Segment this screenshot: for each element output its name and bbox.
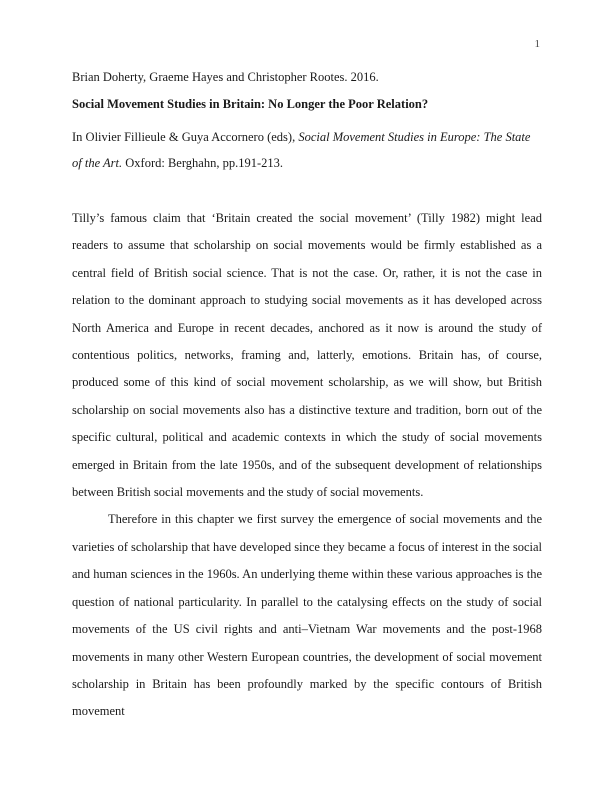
citation-line: Brian Doherty, Graeme Hayes and Christopher Rootes. 2016. bbox=[72, 70, 379, 84]
book-title: Social Movement Studies in Europe: The State of the Art. bbox=[72, 130, 531, 170]
chapter-title: Social Movement Studies in Britain: No Longer the Poor Relation? bbox=[72, 97, 429, 111]
source-reference bbox=[72, 124, 542, 176]
document-header bbox=[72, 70, 542, 176]
page-number: 1 bbox=[534, 38, 540, 50]
body-text bbox=[72, 205, 542, 726]
source-prefix: In Olivier Fillieule & Guya Accornero (eds), bbox=[72, 130, 299, 144]
paragraph-2: Therefore in this chapter we first survey the emergence of social movements and the varieties of scholarship that have developed since they became a focus of interest in the social and human sciences in the 1960s. An underlying theme within these various approaches is the question of national particularity. In parallel to the catalysing effects on the study of social movements of the US civil rights and anti–Vietnam War movements and the post-1968 movements in many other Western European countries, the development of social movement scholarship in Britain has been profoundly marked by the specific contours of British movement bbox=[72, 512, 542, 719]
source-suffix: Oxford: Berghahn, pp.191-213. bbox=[122, 156, 283, 170]
paragraph-1: Tilly’s famous claim that ‘Britain created the social movement’ (Tilly 1982) might lead readers to assume that scholarship on social movements would be firmly established as a central field of British social science. That is not the case. Or, rather, it is not the case in relation to the dominant approach to studying social movements as it has developed across North America and Europe in recent decades, anchored as it now is around the study of contentious politics, networks, framing and, latterly, emotions. Britain has, of course, produced some of this kind of social movement scholarship, as we will show, but British scholarship on social movements also has a distinctive texture and tradition, born out of the specific cultural, political and academic contexts in which the study of social movements emerged in Britain from the late 1950s, and of the subsequent development of relationships between British social movements and the study of social movements. bbox=[72, 211, 542, 500]
